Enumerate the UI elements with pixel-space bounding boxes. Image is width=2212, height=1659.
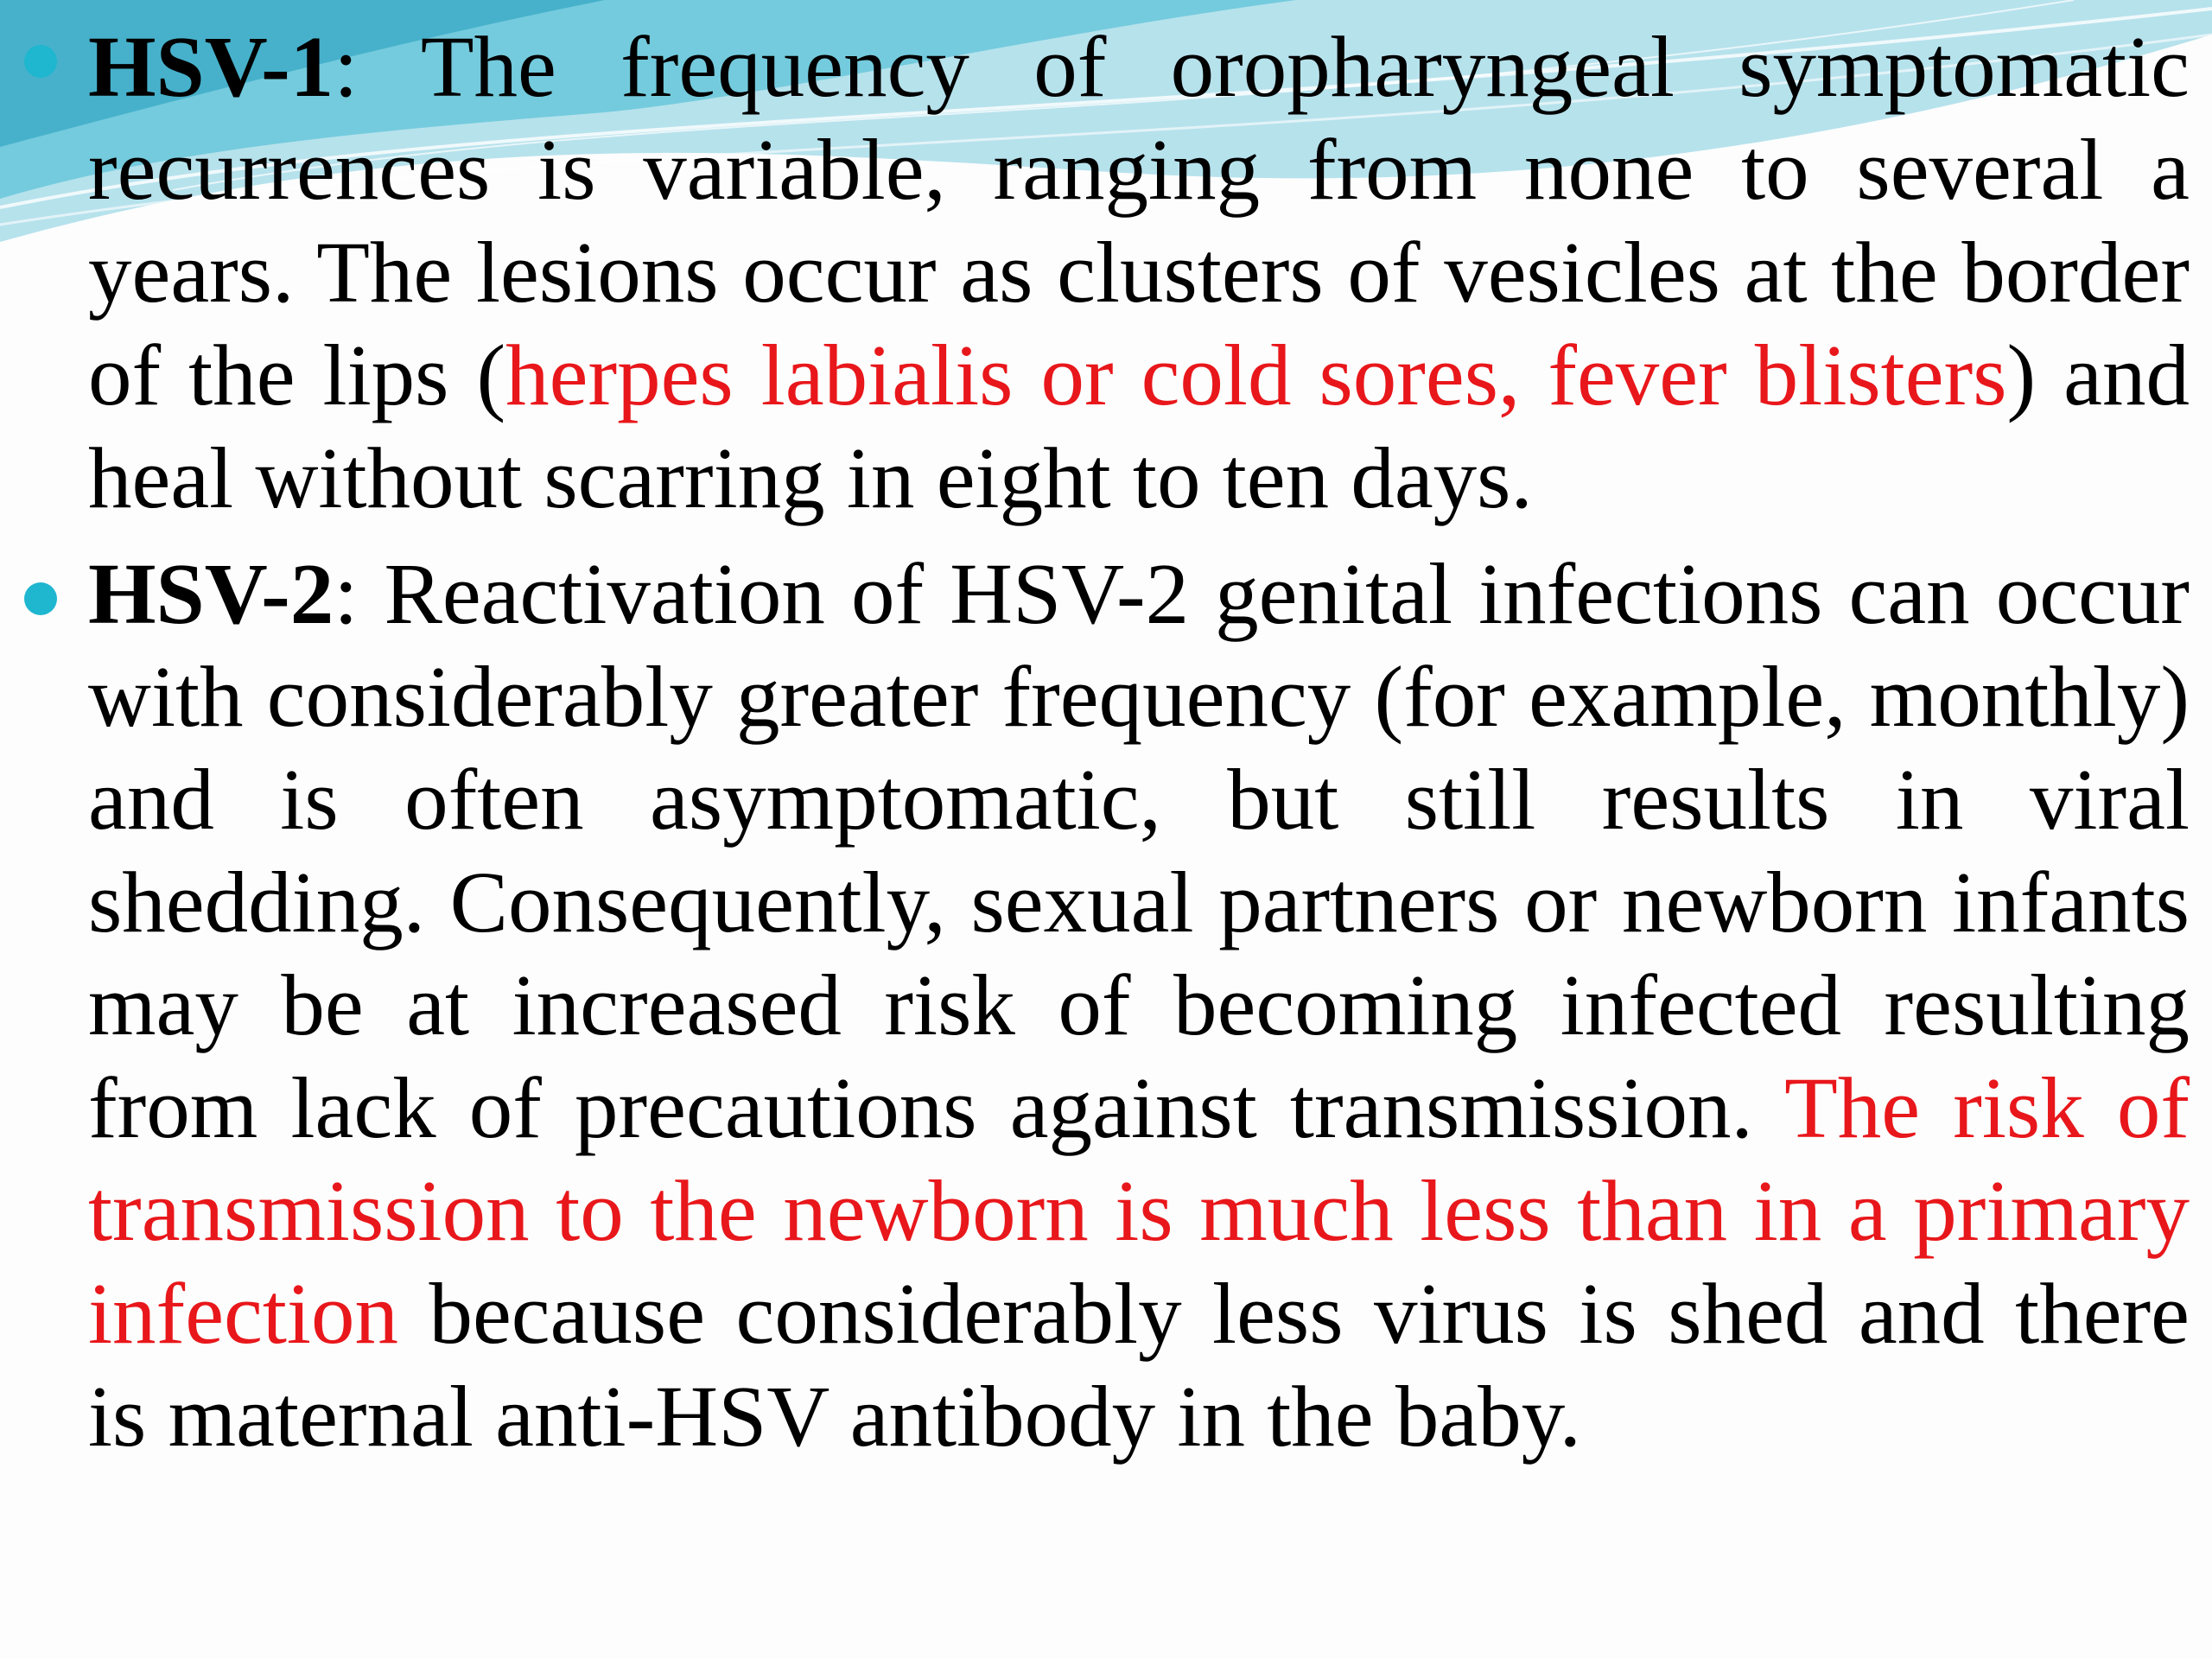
bullet-hsv1-text <box>88 16 2190 530</box>
bullet-hsv2-highlight: The risk of transmission to the newborn is much less than in a primary infection <box>88 1059 2190 1362</box>
bullet-hsv2-text-a: : Reactivation of HSV-2 genital infections can occur with considerably greater frequency (for example, monthly) and is often asymptomatic, but still results in viral shedding. Consequently, sexual partners or newborn infants may be at increased risk of becoming infected resulting from lack of precautions against transmission. <box>88 545 2190 1156</box>
bullet-hsv1 <box>24 16 2190 530</box>
bullet-dot-icon <box>24 582 57 615</box>
bullet-hsv2-text <box>88 543 2190 1468</box>
bullet-label-hsv1: HSV-1 <box>88 18 334 115</box>
bullet-hsv1-text-a: : The frequency of oropharyngeal symptomatic recurrences is variable, ranging from none to several a years. The lesions occur as clusters of vesicles at the border of the lips ( <box>88 18 2190 423</box>
bullet-label-hsv2: HSV-2 <box>88 545 334 642</box>
bullet-dot-icon <box>24 45 57 78</box>
bullet-hsv1-text-b: ) and heal without scarring in eight to ten days. <box>88 327 2190 526</box>
bullet-hsv1-highlight: herpes labialis or cold sores, fever blisters <box>505 327 2007 423</box>
bullet-hsv2 <box>24 543 2190 1468</box>
bullet-hsv2-text-b: because considerably less virus is shed and there is maternal anti-HSV antibody in the baby. <box>88 1265 2190 1465</box>
